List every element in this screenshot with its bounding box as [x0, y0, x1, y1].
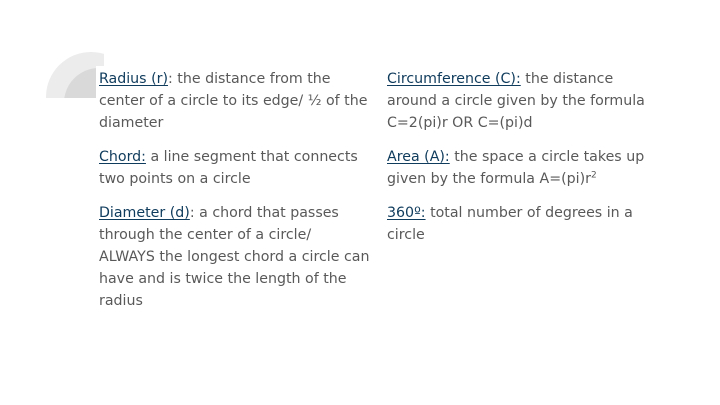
- definition-area-text: the space a circle takes up given by the formula A=(pi)r: [387, 149, 645, 187]
- definitions-left-column: [99, 68, 371, 324]
- definition-area: [387, 146, 662, 190]
- term-area: Area (A):: [387, 149, 450, 165]
- definition-degrees: [387, 202, 662, 246]
- definition-radius: Radius (r): the distance from the center of a circle to its edge/ ½ of the diameter: [99, 71, 368, 131]
- area-exponent: 2: [590, 170, 597, 181]
- term-diameter: Diameter (d): [99, 205, 190, 221]
- definition-chord: [99, 146, 371, 190]
- definition-circumference-text: the distance around a circle given by the formula C=2(pi)r OR C=(pi)d: [387, 71, 645, 131]
- definition-diameter: Diameter (d): a chord that passes through the center of a circle/ ALWAYS the longest chord a circle can have and is twice the length of the radius: [99, 205, 370, 309]
- definition-diameter-text: a chord that passes through the center of a circle/ ALWAYS the longest chord a circle can have and is twice the length of the radius: [99, 205, 370, 309]
- term-chord: Chord:: [99, 149, 146, 165]
- definition-circumference: [387, 68, 662, 134]
- corner-decoration: [46, 52, 104, 98]
- definition-chord-text: a line segment that connects two points on a circle: [99, 149, 358, 187]
- term-360-degrees: 360º:: [387, 205, 426, 221]
- definition-degrees-text: total number of degrees in a circle: [387, 205, 633, 243]
- definition-radius-text: the distance from the center of a circle to its edge/ ½ of the diameter: [99, 71, 368, 131]
- definitions-right-column: [387, 68, 662, 258]
- term-circumference: Circumference (C):: [387, 71, 521, 87]
- term-radius: Radius (r): [99, 71, 168, 87]
